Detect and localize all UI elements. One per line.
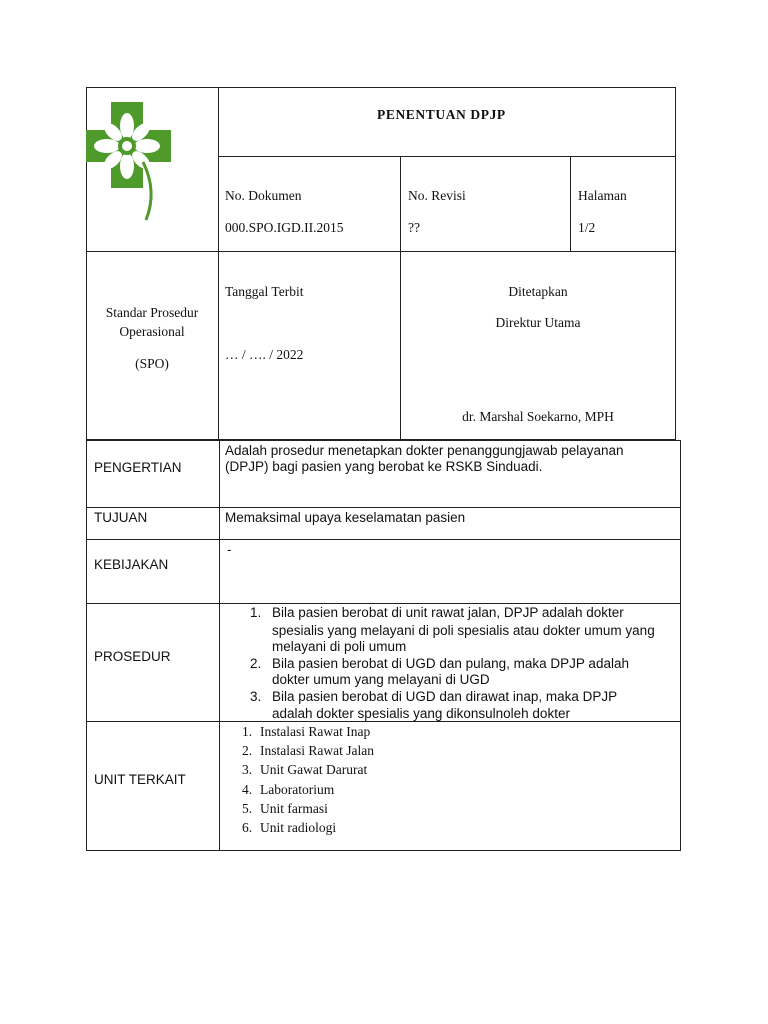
kebijakan-label: KEBIJAKAN (94, 557, 169, 572)
divider (218, 156, 676, 157)
divider (86, 507, 681, 508)
revision-label: No. Revisi (408, 188, 466, 203)
tujuan-label: TUJUAN (94, 510, 148, 525)
list-item-text: adalah dokter spesialis yang dikonsulnoleh dokter (272, 706, 570, 721)
divider (570, 156, 571, 251)
spo-line3: (SPO) (135, 356, 169, 371)
list-item-text: Bila pasien berobat di unit rawat jalan, DPJP adalah dokter (272, 605, 624, 620)
hospital-logo (86, 100, 176, 225)
issue-date-value: … / …. / 2022 (225, 347, 304, 362)
pengertian-text-line2: (DPJP) bagi pasien yang berobat ke RSKB Sinduadi. (225, 459, 543, 474)
list-number: 1. (242, 724, 253, 739)
unit-terkait-label: UNIT TERKAIT (94, 772, 186, 787)
list-number: 6. (242, 820, 253, 835)
list-number: 3. (242, 762, 253, 777)
list-number: 4. (242, 782, 253, 797)
list-number: 2. (242, 743, 253, 758)
page-value: 1/2 (578, 220, 596, 235)
list-item-text: dokter umum yang melayani di UGD (272, 672, 490, 687)
spo-line2: Operasional (119, 324, 185, 339)
list-item-text: Laboratorium (260, 782, 335, 797)
divider (218, 87, 219, 440)
divider (400, 156, 401, 251)
signer-name: dr. Marshal Soekarno, MPH (462, 409, 614, 424)
page-title: PENENTUAN DPJP (377, 107, 506, 122)
divider (86, 539, 681, 540)
page-label: Halaman (578, 188, 627, 203)
list-item-text: melayani di poli umum (272, 639, 407, 654)
divider (219, 440, 220, 851)
list-item-text: spesialis yang melayani di poli spesialis atau dokter umum yang (272, 623, 655, 638)
list-number: 2. (250, 656, 262, 671)
list-item-text: Instalasi Rawat Jalan (260, 743, 374, 758)
flower-cross-icon (86, 100, 176, 225)
revision-value: ?? (408, 220, 420, 235)
list-item-text: Unit radiologi (260, 820, 337, 835)
list-number: 3. (250, 689, 262, 704)
pengertian-label: PENGERTIAN (94, 460, 182, 475)
doc-number-label: No. Dokumen (225, 188, 302, 203)
spo-line1: Standar Prosedur (105, 305, 199, 320)
divider (86, 251, 676, 252)
ditetapkan-label: Ditetapkan (508, 284, 568, 299)
list-number: 1. (250, 605, 262, 620)
divider (86, 603, 681, 604)
tujuan-text: Memaksimal upaya keselamatan pasien (225, 510, 466, 525)
list-item-text: Instalasi Rawat Inap (260, 724, 371, 739)
list-item-text: Unit farmasi (260, 801, 328, 816)
list-item-text: Unit Gawat Darurat (260, 762, 368, 777)
director-title: Direktur Utama (495, 315, 581, 330)
issue-date-label: Tanggal Terbit (225, 284, 304, 299)
list-item-text: Bila pasien berobat di UGD dan dirawat inap, maka DPJP (272, 689, 618, 704)
prosedur-label: PROSEDUR (94, 649, 171, 664)
kebijakan-text: - (227, 542, 232, 557)
list-number: 5. (242, 801, 253, 816)
doc-number-value: 000.SPO.IGD.II.2015 (225, 220, 344, 235)
pengertian-text-line1: Adalah prosedur menetapkan dokter penanggungjawab pelayanan (225, 443, 624, 458)
list-item-text: Bila pasien berobat di UGD dan pulang, maka DPJP adalah (272, 656, 629, 671)
